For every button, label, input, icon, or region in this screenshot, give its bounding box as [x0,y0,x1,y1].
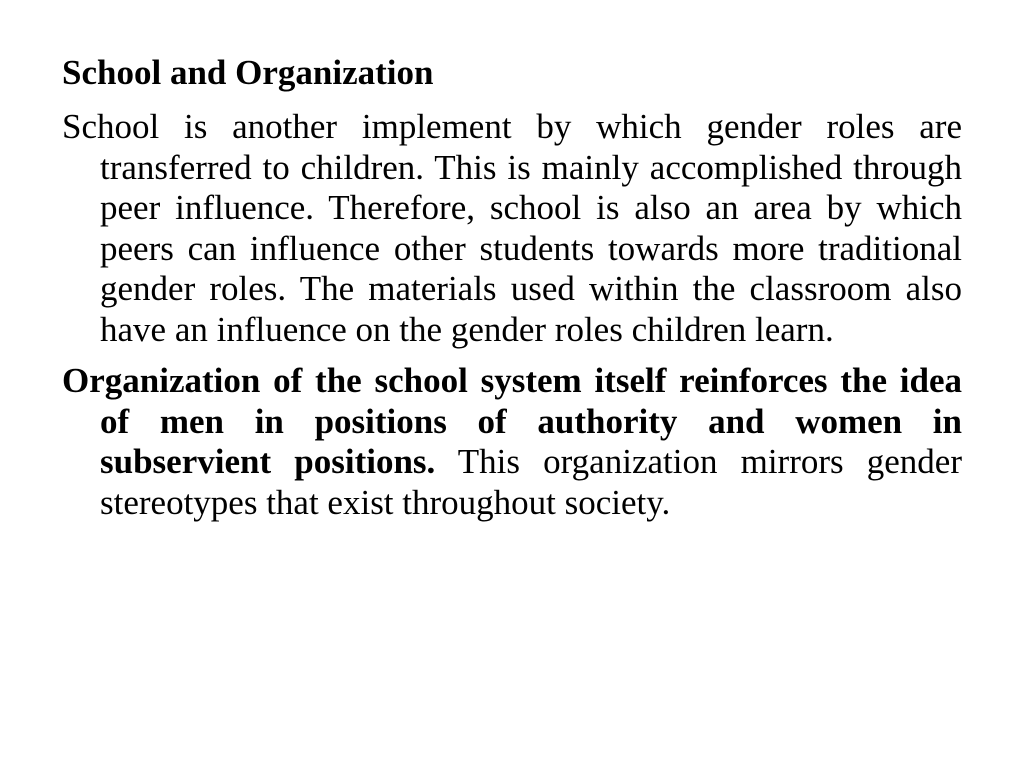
paragraph-organization-regular: This organization mirrors gender stereotypes that exist throughout society. [100,442,962,522]
slide-content [62,50,962,534]
paragraph-school-implement: School is another implement by which gender roles are transferred to children. This is mainly accomplished through peer influence. Therefore, school is also an area by which peers can influence other students towards more traditional gender roles. The materials used within the classroom also have an influence on the gender roles children learn. [62,107,962,349]
paragraph-organization [62,361,962,523]
paragraph-organization-bold: Organization of the school system itself reinforces the idea of men in positions of authority and women in subservient positions. [62,361,962,481]
slide-heading: School and Organization [62,53,434,92]
